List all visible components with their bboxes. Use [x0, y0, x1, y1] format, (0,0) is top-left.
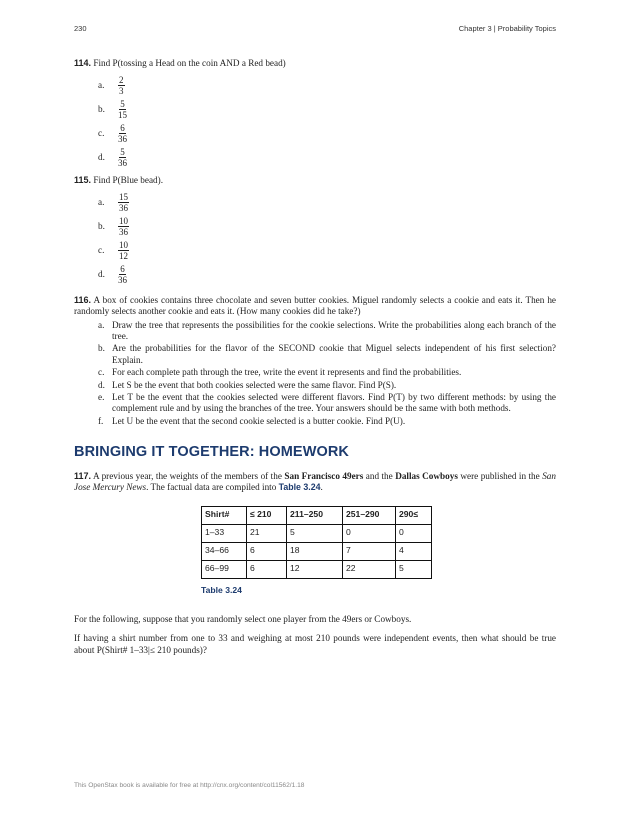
- option-letter: c.: [98, 127, 105, 138]
- fraction: [118, 216, 129, 237]
- numerator: 6: [120, 122, 125, 133]
- denominator: 15: [118, 109, 127, 120]
- question-116: [74, 295, 556, 427]
- table-cell: 5: [396, 560, 432, 578]
- question-text: A box of cookies contains three chocolate and seven butter cookies. Miguel randomly selects a cookie and eats it. Then he randomly selects another cookie and eats it. (How many cookies did he take?): [74, 294, 556, 317]
- table-cell: 5: [287, 524, 343, 542]
- question-text: Find P(Blue bead).: [91, 175, 163, 186]
- sub-text: Draw the tree that represents the possibilities for the cookie selections. Write the probabilities along each branch of the tree.: [112, 319, 556, 342]
- question-number: 114.: [74, 58, 92, 68]
- answer-option: [98, 97, 556, 121]
- sub-question: [98, 416, 556, 427]
- page-content: [74, 58, 556, 656]
- table-row: [202, 542, 432, 560]
- table-cell: 18: [287, 542, 343, 560]
- answer-option: [98, 121, 556, 145]
- option-letter: d.: [98, 269, 105, 280]
- table-cell: 0: [343, 524, 396, 542]
- answer-option: [98, 239, 556, 263]
- table-header-row: [202, 506, 432, 524]
- sub-text: Let T be the event that the cookies selected were different flavors. Find P(T) by two different methods: by using the complement rule and by using the branches of the tree. Your answers should be the same with both methods.: [112, 392, 556, 414]
- question-number: 116.: [74, 294, 92, 305]
- column-header: 290≤: [396, 506, 432, 524]
- table-cell: 66–99: [202, 560, 247, 578]
- fraction: [118, 240, 129, 261]
- answer-option: [98, 215, 556, 239]
- chapter-title: Chapter 3 | Probability Topics: [458, 24, 556, 33]
- table-row: [202, 524, 432, 542]
- table-cell: 0: [396, 524, 432, 542]
- sub-letter: c.: [98, 367, 105, 378]
- numerator: 2: [119, 74, 124, 85]
- question-114-stem: [74, 58, 556, 69]
- question-115-stem: [74, 175, 556, 186]
- option-letter: a.: [98, 197, 105, 208]
- question-text-part: . The factual data are compiled into: [146, 482, 279, 493]
- sub-text: Let S be the event that both cookies selected were the same flavor. Find P(S).: [112, 379, 397, 390]
- paragraph: If having a shirt number from one to 33 and weighing at most 210 pounds were independent events, then what should be true about P(Shirt# 1–33|≤ 210 pounds)?: [74, 633, 556, 655]
- answer-option: [98, 145, 556, 169]
- sub-letter: d.: [98, 379, 105, 390]
- sub-question: [98, 343, 556, 366]
- sub-question: [98, 380, 556, 391]
- question-115: [74, 175, 556, 286]
- table-cell: 12: [287, 560, 343, 578]
- question-number: 115.: [74, 175, 92, 186]
- option-letter: c.: [98, 245, 105, 256]
- sub-question: [98, 367, 556, 378]
- table-cell: 1–33: [202, 524, 247, 542]
- denominator: 36: [118, 133, 127, 144]
- page-number: 230: [74, 24, 87, 33]
- numerator: 5: [120, 146, 125, 157]
- table-cell: 7: [343, 542, 396, 560]
- denominator: 36: [119, 227, 128, 238]
- option-letter: b.: [98, 221, 105, 232]
- table-row: [202, 560, 432, 578]
- answer-option: [98, 191, 556, 215]
- question-text-part: .: [320, 482, 323, 493]
- team-name: San Francisco 49ers: [284, 470, 364, 481]
- column-header: 251–290: [343, 506, 396, 524]
- fraction: [118, 192, 129, 213]
- sub-letter: f.: [98, 415, 104, 426]
- question-text: Find P(tossing a Head on the coin AND a Red bead): [91, 58, 286, 68]
- fraction: [118, 264, 127, 285]
- numerator: 6: [120, 264, 125, 275]
- question-text-part: A previous year, the weights of the members of the: [91, 470, 285, 481]
- denominator: 36: [118, 157, 127, 168]
- answer-options: [74, 73, 556, 169]
- section-heading: BRINGING IT TOGETHER: HOMEWORK: [74, 444, 350, 461]
- numerator: 5: [120, 98, 125, 109]
- table-caption: Table 3.24: [201, 584, 242, 595]
- paragraph: For the following, suppose that you randomly select one player from the 49ers or Cowboys.: [74, 613, 412, 624]
- fraction: [118, 75, 125, 96]
- page-header: [74, 24, 556, 36]
- numerator: 15: [119, 192, 128, 203]
- table-cell: 22: [343, 560, 396, 578]
- question-text-part: were published in the: [457, 470, 543, 481]
- sub-text: Are the probabilities for the flavor of the SECOND cookie that Miguel selects independent of his first selection? Explain.: [112, 343, 556, 365]
- option-letter: d.: [98, 151, 105, 162]
- denominator: 3: [119, 85, 124, 96]
- numerator: 10: [119, 240, 128, 251]
- table-cell: 21: [247, 524, 287, 542]
- answer-option: [98, 263, 556, 287]
- newspaper-name: San Jose Mercury News: [74, 470, 556, 493]
- numerator: 10: [119, 216, 128, 227]
- denominator: 36: [119, 203, 128, 214]
- fraction: [118, 123, 127, 144]
- question-number: 117.: [74, 470, 92, 481]
- answer-options: [74, 191, 556, 287]
- weights-table: [201, 506, 432, 579]
- column-header: 211–250: [287, 506, 343, 524]
- page-footer: This OpenStax book is available for free at http://cnx.org/content/col11562/1.18: [74, 782, 305, 789]
- sub-question: [98, 392, 556, 415]
- sub-question: [98, 320, 556, 343]
- sub-letter: e.: [98, 392, 105, 403]
- answer-option: [98, 73, 556, 97]
- denominator: 12: [119, 251, 128, 262]
- column-header: Shirt#: [202, 506, 247, 524]
- table-cell: 34–66: [202, 542, 247, 560]
- question-117-stem: [74, 471, 556, 494]
- table-cell: 4: [396, 542, 432, 560]
- sub-questions: [74, 320, 556, 428]
- option-letter: b.: [98, 103, 105, 114]
- sub-letter: b.: [98, 343, 105, 354]
- table-reference-link[interactable]: Table 3.24: [278, 482, 321, 493]
- question-text-part: and the: [363, 470, 396, 481]
- fraction: [118, 147, 127, 168]
- question-114: [74, 58, 556, 169]
- team-name: Dallas Cowboys: [395, 470, 458, 481]
- denominator: 36: [118, 275, 127, 286]
- sub-text: Let U be the event that the second cookie selected is a butter cookie. Find P(U).: [112, 415, 406, 426]
- fraction: [118, 99, 127, 120]
- sub-letter: a.: [98, 319, 105, 330]
- table-cell: 6: [247, 542, 287, 560]
- table-cell: 6: [247, 560, 287, 578]
- question-116-stem: [74, 295, 556, 318]
- column-header: ≤ 210: [247, 506, 287, 524]
- sub-text: For each complete path through the tree, write the event it represents and find the probabilities.: [112, 367, 462, 378]
- option-letter: a.: [98, 79, 105, 90]
